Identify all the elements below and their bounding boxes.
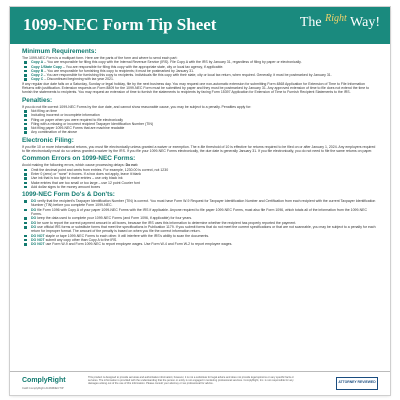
complyright-logo: ComplyRight (22, 377, 66, 384)
disclaimer-text: This product is designed to provide accurate and authoritative information; however, it is not a substitute for legal advice and does not provide legal opinions on any specific facts or services. The information is provided with the understanding that the person or entity is not engaged in rendering professional services. ComplyRight, Inc. is not responsible for any damages arising out of the use of this information. Please consult your attorney or tax professional for advice. (88, 376, 294, 386)
do-tag: DO NOT (31, 233, 45, 238)
list-item (22, 225, 378, 234)
list-item (22, 130, 378, 134)
errors-intro-emph: Do not: (125, 163, 138, 168)
bullet-square-icon (24, 110, 27, 113)
do-tag: DO (31, 207, 37, 212)
do-text: file Form 1096 with Copy A of your paper 1099-NEC Forms with the IRS if applicable. Anyone required to file paper 1099-NEC Forms, must also file Form 1096, which totals all of the information from the 1099-NEC Forms. (31, 207, 367, 217)
do-text: verify that the recipient's Taxpayer Identification Number (TIN) is correct. You must have Form W-9 Request for Taxpayer Identification Number and Certification from each recipient with the current Taxpayer Identification Number (TIN) before you complete Form 1099-NEC. (31, 199, 376, 208)
copy-tag: Copy C (31, 77, 44, 82)
bullet-square-icon (24, 70, 27, 73)
penalties-list (22, 109, 378, 135)
bullet-square-icon (24, 74, 27, 77)
bullet-square-icon (24, 114, 27, 117)
error-text: Use ink that is too light to make entries – use only black ink (31, 176, 123, 181)
dos-list (22, 199, 378, 246)
errors-list (22, 168, 378, 189)
sheet-footer (10, 371, 390, 395)
section-heading-penalties: Penalties: (22, 96, 53, 104)
bullet-square-icon (24, 222, 27, 225)
copy-tag: Copy 2 (31, 73, 43, 78)
copy-tag: Copy 1/State Copy (31, 64, 62, 69)
brand-logo (300, 15, 380, 31)
bullet-square-icon (24, 119, 27, 122)
do-text: staple or tape 1099-NEC Forms to each other. It will interfere with the IRS's ability to scan the documents. (45, 233, 210, 238)
bullet-square-icon (24, 200, 27, 203)
logo-way: Way! (350, 15, 380, 30)
do-tag: DO (31, 224, 37, 229)
tip-sheet (10, 7, 390, 395)
minimum-intro: The 1099-NEC Form is a multipart form. Here are the parts of the form and where to send each part: (22, 56, 178, 60)
penalty-text: Filing on paper when you were required to file electronically (31, 117, 124, 122)
copy-text: – You are responsible for filing this copy with the Internal Revenue Service (IRS). File Copy A with the IRS by January 31, regardless of filing by paper or electronically. (44, 60, 302, 65)
bullet-square-icon (24, 239, 27, 242)
copy-text: – Discontinued beginning with tax year 2021. (44, 77, 114, 82)
do-text: use official IRS forms or substitute forms that meet the specifications in Publication 1179. If you submit forms that do not meet the current specifications or that are not scannable, you may be subject to a penalty for each return for improper format. The amount of the penalty is based on when you file the correct information return. (31, 224, 376, 234)
section-heading-dos: 1099-NEC Form Do's & Don'ts: (22, 191, 115, 199)
error-text: Add dollar signs to the money amount boxes (31, 184, 101, 189)
attorney-reviewed-badge: ATTORNEY REVIEWED (336, 377, 378, 390)
list-item (22, 77, 378, 81)
section-heading-minimum: Minimum Requirements: (22, 48, 97, 55)
catalog-number: Cat# ComplyRight A1099NECTIP (22, 386, 64, 390)
bullet-square-icon (24, 177, 27, 180)
minimum-note: If any regular due date falls on a Saturday, Sunday or legal holiday, file by the next business day. You may request one non-automatic extension for submitting Form 4868 Application for Extension of Time to File Information Returns with justification. Extension requests on Form 8809 for the 1099-NEC Form must be submitted by paper and they must be postmarked by January 31. Any approved extension of time to file does not extend the time to furnish the statements to recipients. You may request an extension of time to furnish the statements to recipients by faxing Form 15397 Application for Extension of Time to Furnish Recipient Statements to the IRS. (22, 81, 370, 95)
sheet-body (22, 48, 378, 246)
penalty-text: Not filing paper 1099-NEC Forms that are machine readable (31, 126, 125, 131)
list-item (22, 185, 378, 189)
list-item (22, 208, 378, 217)
bullet-square-icon (24, 226, 27, 229)
do-text: submit any copy other than Copy A to the IRS. (45, 237, 118, 242)
copy-text: – You are responsible for filing this copy with the appropriate state, city or local tax agency, if applicable. (62, 64, 224, 69)
bullet-square-icon (24, 186, 27, 189)
copy-list (22, 60, 378, 81)
penalties-intro: If you do not file correct 1099-NEC Forms by the due date, and cannot show reasonable cause, you may be subject to a penalty. Penalties apply for: (22, 104, 252, 109)
do-text: use Form W-9 and Form 1099-NEC to report employee wages. Use Form W-4 and Form W-2 to report employee wages. (45, 242, 233, 247)
bullet-square-icon (24, 173, 27, 176)
section-heading-electronic: Electronic Filing: (22, 136, 74, 144)
do-tag: DO NOT (31, 237, 45, 242)
do-text: keep the data used to complete your 1099-NEC Forms (and Form 1096, if applicable) for four years. (37, 216, 193, 221)
do-tag: DO (31, 199, 37, 204)
copy-text: – You are responsible for furnishing this copy to recipients. Individuals file this copy with their state, city or local tax return, when required. Generally, it must be postmarked by January 31. (43, 73, 332, 78)
copy-text: – You are responsible for furnishing this copy to recipients; it must be postmarked by January 31. (44, 68, 195, 73)
error-text: Omit the decimal point and cents from entries. For example, 1230.00 is correct, not 1230 (31, 167, 169, 172)
bullet-square-icon (24, 169, 27, 172)
penalty-text: Including incorrect or incomplete information (31, 113, 100, 118)
error-text: Enter 0 (zero) or "none" in boxes. If a box does not apply, leave it blank (31, 171, 142, 176)
penalty-text: Filing with a missing or incorrect recipient Taxpayer Identification Number (TIN) (31, 121, 154, 126)
errors-intro-text: Avoid making the following errors, which cause processing delays: (22, 163, 125, 168)
bullet-square-icon (24, 78, 27, 81)
list-item (22, 199, 378, 208)
electronic-text: If you file 10 or more informational returns, you must file electronically unless granted a waiver or exemption. The e-file threshold of 10 is effective for returns required to be filed on or after January 1, 2024. Any employers required to file electronically must do so unless granted a waiver by the IRS. If you file your 1099-NEC Forms electronically, the due date is generally January 31. If you file electronically, you do not need to file the same returns on paper. (22, 144, 376, 154)
bullet-square-icon (24, 217, 27, 220)
list-item (22, 242, 378, 246)
penalty-text: Any combination of the above (31, 130, 78, 135)
bullet-square-icon (24, 131, 27, 134)
bullet-square-icon (24, 235, 27, 238)
bullet-square-icon (24, 66, 27, 69)
error-text: Make entries that are too small or too large – use 12 point Courier font (31, 180, 140, 185)
bullet-square-icon (24, 209, 27, 212)
do-tag: DO NOT (31, 242, 45, 247)
copy-tag: Copy B (31, 68, 44, 73)
section-heading-errors: Common Errors on 1099-NEC Forms: (22, 155, 136, 163)
logo-the: The (299, 15, 322, 30)
bullet-square-icon (24, 182, 27, 185)
penalty-text: Not filing on time (31, 108, 58, 113)
bullet-square-icon (24, 243, 27, 246)
copy-tag: Copy A (31, 60, 44, 65)
page-title: 1099-NEC Form Tip Sheet (23, 15, 217, 34)
bullet-square-icon (24, 123, 27, 126)
header-banner (10, 7, 390, 44)
bullet-square-icon (24, 127, 27, 130)
do-tag: DO (31, 220, 37, 225)
do-text: be sure to report the correct payment amount in all boxes, because the IRS uses this information to determine whether the recipient has properly reported the payment. (37, 220, 297, 225)
do-tag: DO (31, 216, 37, 221)
bullet-square-icon (24, 61, 27, 64)
logo-right: Right (325, 13, 347, 24)
